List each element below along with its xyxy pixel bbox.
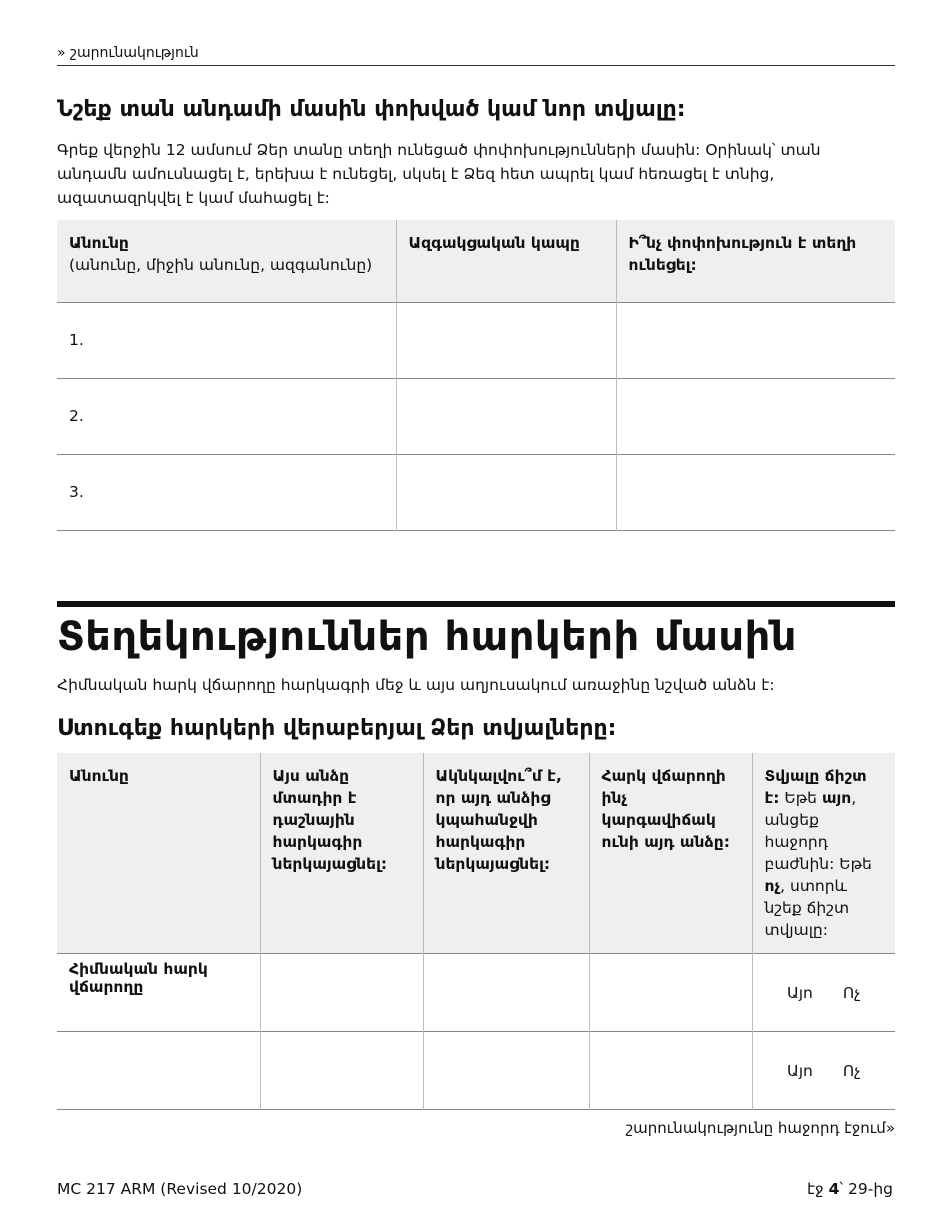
primary-taxpayer-label: Հիմնական հարկ վճարողը [69,960,208,996]
relation-cell[interactable] [396,302,616,378]
tax-info-subtitle: Ստուգեք հարկերի վերաբերյալ Ձեր տվյալները: [57,716,617,741]
household-changes-table [57,220,895,531]
household-changes-intro: Գրեք վերջին 12 ամսում Ձեր տանը տեղի ունեցած փոփոխությունների մասին: Օրինակ՝ տան անդամն ամուսնացել է, երեխա է ունեցել, սկսել է Ձեզ հետ ապրել կամ հեռացել է տնից, ազատազրկվել է կամ մահացել է: [57,141,821,207]
col-header-filing-status: Հարկ վճարողի ինչ կարգավիճակ ունի այդ անձը: [589,753,752,954]
table-header-row [57,220,895,302]
household-changes-title: Նշեք տան անդամի մասին փոխված կամ նոր տվյալը: [57,97,686,122]
tax-info-intro: Հիմնական հարկ վճարողը հարկագրի մեջ և այս աղյուսակում առաջինը նշված անձն է: [57,676,775,694]
page-number: էջ 4՝ 29-ից [807,1180,893,1198]
relation-cell[interactable] [396,454,616,530]
col-header-name-sub: (անունը, միջին անունը, ազգանունը) [69,256,373,274]
change-cell[interactable] [616,302,895,378]
row-number: 3. [69,483,84,501]
table-row [57,954,895,1032]
plans-to-file-cell[interactable] [260,1032,423,1110]
yes-no-cell [752,954,895,1032]
yes-option[interactable]: Այո [786,1061,813,1080]
tax-info-table [57,753,895,1110]
table-row [57,454,895,530]
section-divider [57,601,895,607]
filing-status-cell[interactable] [589,954,752,1032]
yes-no-cell [752,1032,895,1110]
expected-to-file-cell[interactable] [423,1032,589,1110]
col-header-change: Ի՞նչ փոփոխություն է տեղի ունեցել: [616,220,895,302]
no-option[interactable]: Ոչ [842,983,861,1002]
continues-next-page: շարունակությունը հաջորդ էջում» [625,1119,895,1137]
row-number: 2. [69,407,84,425]
table-row [57,1032,895,1110]
tax-info-title: Տեղեկություններ հարկերի մասին [57,614,797,660]
change-cell[interactable] [616,454,895,530]
change-cell[interactable] [616,378,895,454]
col-header-name: Անունը [57,753,260,954]
continued-note: » շարունակություն [57,45,895,66]
plans-to-file-cell[interactable] [260,954,423,1032]
name-cell[interactable] [57,1032,260,1110]
no-option[interactable]: Ոչ [842,1061,861,1080]
col-header-relation: Ազգակցական կապը [396,220,616,302]
yes-option[interactable]: Այո [786,983,813,1002]
col-header-plans-to-file: Այս անձը մտադիր է դաշնային հարկագիր ներկայացնել: [260,753,423,954]
row-number: 1. [69,331,84,349]
expected-to-file-cell[interactable] [423,954,589,1032]
table-header-row [57,753,895,954]
table-row [57,378,895,454]
col-header-expected-to-file: Ակնկալվու՞մ է, որ այդ անձից կպահանջվի հարկագիր ներկայացնել: [423,753,589,954]
relation-cell[interactable] [396,378,616,454]
col-header-name: Անունը (անունը, միջին անունը, ազգանունը) [57,220,396,302]
filing-status-cell[interactable] [589,1032,752,1110]
form-id: MC 217 ARM (Revised 10/2020) [57,1180,303,1198]
col-header-correct: Տվյալը ճիշտ է: Եթե այո, անցեք հաջորդ բաժնին: Եթե ոչ, ստորև նշեք ճիշտ տվյալը: [752,753,895,954]
table-row [57,302,895,378]
